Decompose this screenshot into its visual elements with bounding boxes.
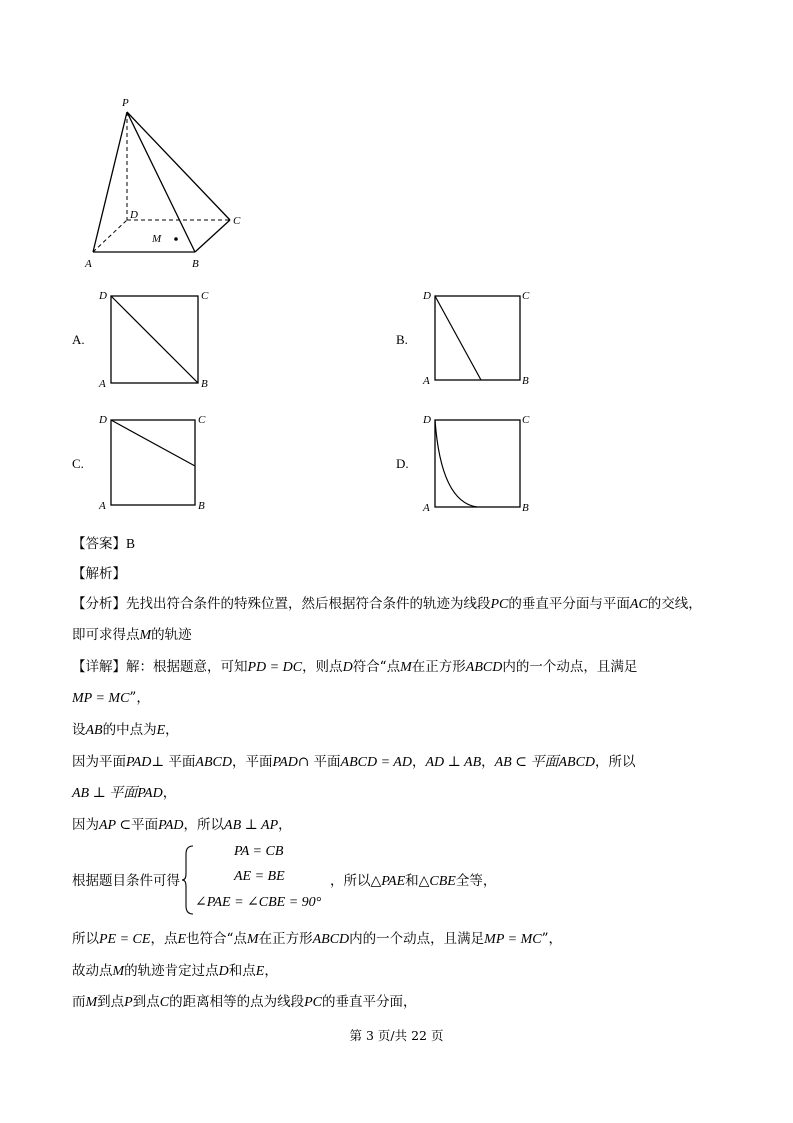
label-B: B xyxy=(192,258,199,270)
t: 的中点为 xyxy=(102,722,157,738)
option-c-letter: C. xyxy=(72,456,84,471)
label-P: P xyxy=(122,97,129,109)
t: 和 xyxy=(405,873,419,889)
m: D xyxy=(218,964,229,979)
text-line-10 xyxy=(72,929,562,950)
square-b-label-d: D xyxy=(423,290,431,302)
m: △PAE xyxy=(370,874,406,889)
t: 而 xyxy=(72,994,86,1010)
t: 的轨迹 xyxy=(151,627,192,643)
m: ABCD xyxy=(312,932,350,947)
t: 和点 xyxy=(228,963,256,979)
text-line-2 xyxy=(72,625,192,646)
m: E xyxy=(255,964,265,979)
t: 在正方形 xyxy=(258,931,313,947)
t: 即可求得点 xyxy=(72,627,140,643)
square-a-label-b: B xyxy=(201,378,208,390)
m: MP = MC xyxy=(484,932,542,947)
option-c-figure xyxy=(95,410,220,515)
option-b-figure xyxy=(419,286,544,391)
t: 的轨迹肯定过点 xyxy=(124,963,219,979)
m: M xyxy=(246,932,259,947)
t: ， xyxy=(411,754,426,770)
m: AB ⊂ 平面 xyxy=(494,755,559,770)
m: PC xyxy=(304,995,322,1010)
m: PAD xyxy=(126,755,152,770)
option-a-figure xyxy=(95,286,220,391)
t: 因为 xyxy=(72,817,99,833)
analysis-label: 【解析】 xyxy=(72,566,126,582)
m: M xyxy=(400,660,412,675)
square-a-label-d: D xyxy=(99,290,107,302)
square-d-label-a: A xyxy=(423,502,430,514)
m: PAD xyxy=(137,786,163,801)
t: ， xyxy=(165,722,179,738)
text-line-1 xyxy=(72,594,702,615)
t: 在正方形 xyxy=(411,659,466,675)
square-d-label-b: B xyxy=(522,502,529,514)
t: ，平面 xyxy=(231,754,273,770)
option-b-letter: B. xyxy=(396,332,408,347)
m: ABCD xyxy=(558,755,596,770)
text-line-8 xyxy=(72,815,292,836)
m: ABCD = AD xyxy=(340,755,412,770)
option-d-figure xyxy=(419,410,544,515)
t: 故动点 xyxy=(72,963,113,979)
answer-label: 【答案】 xyxy=(72,536,126,552)
t: 到点 xyxy=(97,994,125,1010)
t: 【分析】先找出符合条件的特殊位置，然后根据符合条件的轨迹为线段 xyxy=(72,596,491,612)
t: ”， xyxy=(129,690,150,706)
t: ，所以 xyxy=(183,817,225,833)
label-C: C xyxy=(233,215,241,227)
t: 到点 xyxy=(132,994,160,1010)
t: ”， xyxy=(541,931,562,947)
text-line-12 xyxy=(72,992,416,1013)
square-b-label-c: C xyxy=(522,290,530,302)
t: 设 xyxy=(72,722,86,738)
text-line-6 xyxy=(72,752,636,773)
answer-value: B xyxy=(126,536,136,551)
t: 全等， xyxy=(455,873,497,889)
m: △CBE xyxy=(418,874,456,889)
m: P xyxy=(124,995,133,1010)
square-c-label-d: D xyxy=(99,414,107,426)
square-d-label-c: C xyxy=(522,414,530,426)
label-M: M xyxy=(152,233,162,245)
m: PC xyxy=(490,597,509,612)
t: 内的一个动点，且满足 xyxy=(502,659,638,675)
t: 因为平面 xyxy=(72,754,126,770)
m: M xyxy=(139,628,152,643)
m: E xyxy=(156,723,166,738)
system-brace xyxy=(181,844,195,916)
t: 内的一个动点，且满足 xyxy=(349,931,485,947)
system-eq-3: ∠PAE = ∠CBE = 90° xyxy=(195,895,322,910)
square-c-label-c: C xyxy=(198,414,206,426)
square-b-label-a: A xyxy=(423,375,430,387)
t: ∩ 平面 xyxy=(297,754,341,770)
text-line-5 xyxy=(72,720,179,741)
m: AB ⊥ 平面 xyxy=(72,786,138,801)
t: 也符合“点 xyxy=(186,931,247,947)
t: ， xyxy=(278,817,292,833)
square-b-label-b: B xyxy=(522,375,529,387)
t: ， xyxy=(264,963,278,979)
text-line-11 xyxy=(72,961,278,982)
text-line-3 xyxy=(72,657,637,678)
text-line-9-lead: 根据题目条件可得 xyxy=(72,873,180,889)
m: AB ⊥ AP xyxy=(224,818,279,833)
text-line-7 xyxy=(72,783,176,804)
m: E xyxy=(177,932,187,947)
m: ABCD xyxy=(465,660,503,675)
page-footer: 第 3 页/共 22 页 xyxy=(349,1028,444,1043)
t: 的距离相等的点为线段 xyxy=(169,994,305,1010)
m: AP ⊂ xyxy=(99,818,132,833)
t: ，则点 xyxy=(302,659,343,675)
t: 所以 xyxy=(72,931,99,947)
m: ABCD xyxy=(195,755,232,770)
t: ， xyxy=(481,754,495,770)
t: 符合“点 xyxy=(352,659,401,675)
text-line-4 xyxy=(72,688,150,709)
t: ⊥ 平面 xyxy=(151,754,196,770)
m: PAD xyxy=(158,818,184,833)
m: PE = CE xyxy=(99,932,151,947)
square-a-label-c: C xyxy=(201,290,209,302)
m: AC xyxy=(629,597,648,612)
t: ，所以 xyxy=(595,754,636,770)
t: 平面 xyxy=(131,817,159,833)
t: 的交线， xyxy=(647,596,702,612)
square-d-label-d: D xyxy=(423,414,431,426)
square-c-label-a: A xyxy=(99,500,106,512)
option-a-letter: A. xyxy=(72,332,85,347)
m: PD = DC xyxy=(247,660,303,675)
m: AB xyxy=(85,723,103,738)
system-eq-2: AE = BE xyxy=(234,869,285,884)
option-d-letter: D. xyxy=(396,456,409,471)
m: C xyxy=(159,995,170,1010)
m: M xyxy=(112,964,125,979)
m: PAD xyxy=(272,755,298,770)
t: 【详解】解：根据题意，可知 xyxy=(72,659,248,675)
system-eq-1: PA = CB xyxy=(234,844,284,859)
m: M xyxy=(85,995,98,1010)
m: D xyxy=(342,660,353,675)
t: ，点 xyxy=(150,931,178,947)
m: AD ⊥ AB xyxy=(425,755,482,770)
t: ，所以 xyxy=(330,873,371,889)
label-A: A xyxy=(85,258,92,270)
answer-line xyxy=(72,534,135,554)
label-D: D xyxy=(130,209,138,221)
square-a-label-a: A xyxy=(99,378,106,390)
m: MP = MC xyxy=(72,691,130,706)
text-line-9-tail xyxy=(330,871,496,892)
t: ， xyxy=(162,785,177,801)
square-c-label-b: B xyxy=(198,500,205,512)
t: 的垂直平分面与平面 xyxy=(508,596,630,612)
t: 的垂直平分面， xyxy=(321,994,417,1010)
pyramid-figure xyxy=(80,92,250,272)
